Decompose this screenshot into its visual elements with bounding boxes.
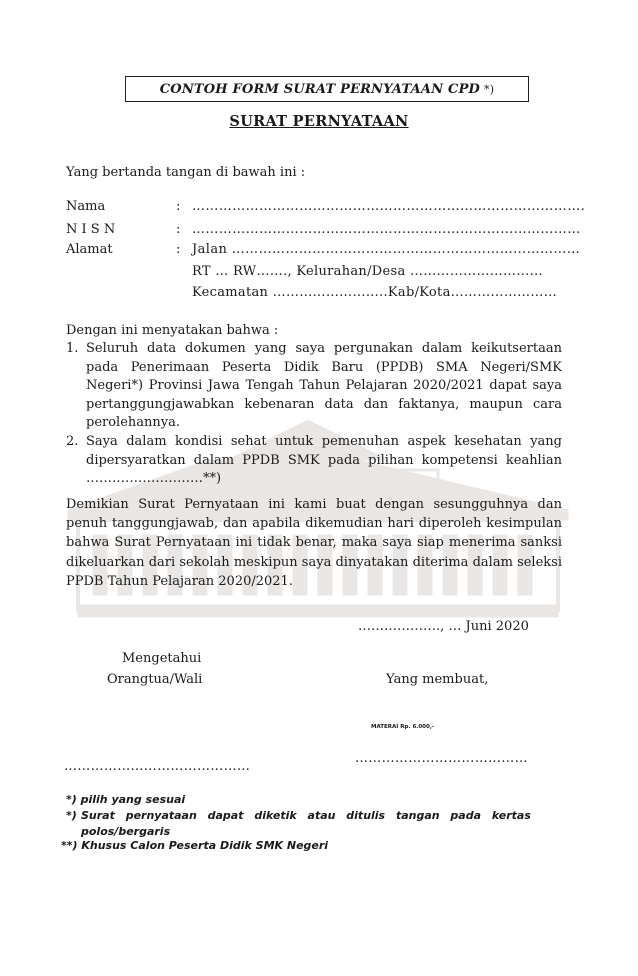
form-header-mark: *) bbox=[484, 82, 495, 96]
date-line: ………………., … Juni 2020 bbox=[358, 619, 529, 634]
left-signature-line: …………………………………… bbox=[64, 759, 251, 774]
form-header-title: CONTOH FORM SURAT PERNYATAAN CPD bbox=[159, 81, 481, 97]
document-title: SURAT PERNYATAAN bbox=[229, 113, 409, 130]
list-item-number: 1. bbox=[66, 341, 79, 356]
address-rt-rw-line: RT … RW……., Kelurahan/Desa ………………………… bbox=[192, 264, 543, 279]
right-sign-label: Yang membuat, bbox=[386, 672, 489, 687]
field-value: …………………………………………………………………………… bbox=[192, 222, 581, 237]
closing-paragraph: Demikian Surat Pernyataan ini kami buat dengan sesungguhnya dan penuh tanggungjawab, dan apabila dikemudian hari diperoleh kesimpulan bahwa Surat Pernyataan ini tidak benar, maka saya siap menerima sanksi dikeluarkan dari sekolah meskipun saya dinyatakan diterima dalam seleksi PPDB Tahun Pelajaran 2020/2021. bbox=[66, 497, 562, 589]
footnote-2-text-cont: polos/bergaris bbox=[81, 825, 171, 838]
address-kecamatan-line: Kecamatan ……………………..Kab/Kota…………………… bbox=[192, 285, 558, 300]
field-value: Jalan …………………………………………………………………… bbox=[192, 242, 581, 257]
form-header-box bbox=[125, 76, 529, 102]
field-colon: : bbox=[176, 242, 181, 257]
list-item-text: Saya dalam kondisi sehat untuk pemenuhan aspek kesehatan yang dipersyaratkan dalam PPDB SMK pada pilihan kompetensi keahlian ………………………**) bbox=[86, 433, 562, 487]
footnote-3: **) Khusus Calon Peserta Didik SMK Negeri bbox=[61, 839, 329, 852]
footnote-2-mark: *) bbox=[66, 809, 77, 822]
footnote-1: *) pilih yang sesuai bbox=[66, 793, 186, 806]
left-sign-role: Orangtua/Wali bbox=[107, 672, 203, 687]
list-item bbox=[66, 433, 562, 489]
field-label: Alamat bbox=[66, 242, 113, 257]
list-item-text: Seluruh data dokumen yang saya pergunakan dalam keikutsertaan pada Penerimaan Peserta Didik Baru (PPDB) SMA Negeri/SMK Negeri*) Provinsi Jawa Tengah Tahun Pelajaran 2020/2021 dapat saya pertanggungjawabkan kebenaran data dan faktanya, maupun cara perolehannya. bbox=[86, 341, 562, 431]
footnote-2 bbox=[66, 808, 566, 840]
field-colon: : bbox=[176, 199, 181, 214]
left-sign-heading: Mengetahui bbox=[122, 651, 202, 666]
list-item-number: 2. bbox=[66, 433, 79, 449]
declaration-intro: Dengan ini menyatakan bahwa : bbox=[66, 323, 279, 338]
field-value: ……………………………………………………………………………. bbox=[192, 199, 586, 214]
right-signature-line: ………………………………… bbox=[355, 751, 528, 766]
declaration-list bbox=[66, 340, 562, 489]
field-label: Nama bbox=[66, 199, 106, 214]
footnote-2-text: Surat pernyataan dapat diketik atau ditulis tangan pada kertas bbox=[81, 809, 531, 822]
list-item bbox=[66, 340, 562, 433]
materai-stamp-text: MATERAI Rp. 6.000,- bbox=[371, 724, 435, 730]
field-colon: : bbox=[176, 222, 181, 237]
field-label: N I S N bbox=[66, 222, 116, 237]
intro-text: Yang bertanda tangan di bawah ini : bbox=[66, 165, 306, 180]
